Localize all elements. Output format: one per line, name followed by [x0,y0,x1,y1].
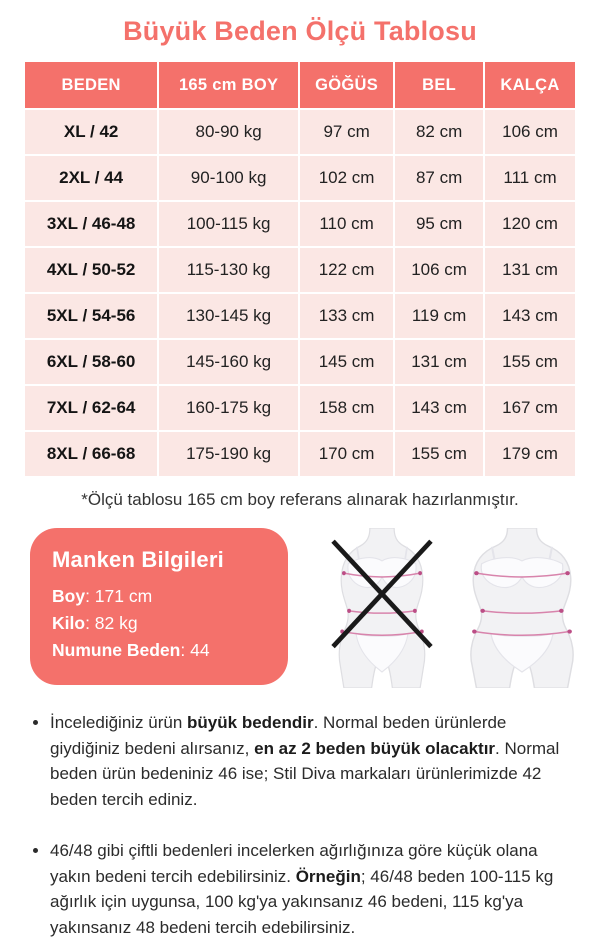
model-info-value: : 44 [180,639,210,660]
measure-cell: 102 cm [300,156,393,200]
size-table-body [25,110,575,476]
model-section [0,510,600,688]
table-row [25,294,575,338]
measure-cell: 90-100 kg [159,156,298,200]
figures-group [322,528,582,688]
measure-cell: 145 cm [300,340,393,384]
measure-cell: 106 cm [395,248,483,292]
size-cell: 8XL / 66-68 [25,432,157,476]
measure-cell: 170 cm [300,432,393,476]
table-row [25,432,575,476]
measure-cell: 122 cm [300,248,393,292]
measure-cell: 145-160 kg [159,340,298,384]
table-row [25,156,575,200]
column-header: BEDEN [25,62,157,108]
measure-cell: 95 cm [395,202,483,246]
measure-cell: 120 cm [485,202,575,246]
info-bullets [30,710,574,940]
size-cell: XL / 42 [25,110,157,154]
model-info-value: : 82 kg [85,612,138,633]
size-cell: 3XL / 46-48 [25,202,157,246]
measure-cell: 133 cm [300,294,393,338]
slim-figure-crossed [322,528,442,688]
measure-cell: 131 cm [485,248,575,292]
column-header: GÖĞÜS [300,62,393,108]
plus-body-silhouette-icon [462,528,582,688]
bullet-item: • 46/48 gibi çiftli bedenleri incelerken ağırlığınıza göre küçük olana yakın bedeni tercih edebilirsiniz. Örneğin; 46/48 beden 100-115 kg ağırlık için uygunsa, 100 kg'ya yakınsanız 46 bedeni, 115 kg'ya yakınsanız 48 bedeni tercih edebilirsiniz. [50,838,574,940]
measure-cell: 179 cm [485,432,575,476]
measure-cell: 80-90 kg [159,110,298,154]
model-info-line [52,637,266,664]
measure-cell: 158 cm [300,386,393,430]
measure-cell: 130-145 kg [159,294,298,338]
measure-cell: 167 cm [485,386,575,430]
plus-size-figure [462,528,582,688]
table-row [25,386,575,430]
size-cell: 6XL / 58-60 [25,340,157,384]
model-info-line [52,610,266,637]
measure-cell: 110 cm [300,202,393,246]
size-cell: 4XL / 50-52 [25,248,157,292]
model-info-label: Kilo [52,612,86,633]
page-title: Büyük Beden Ölçü Tablosu [123,16,477,46]
measure-cell: 97 cm [300,110,393,154]
table-row [25,248,575,292]
measure-cell: 82 cm [395,110,483,154]
measure-cell: 143 cm [485,294,575,338]
size-cell: 7XL / 62-64 [25,386,157,430]
size-cell: 5XL / 54-56 [25,294,157,338]
column-header: 165 cm BOY [159,62,298,108]
measure-cell: 155 cm [485,340,575,384]
table-row [25,110,575,154]
size-table [23,60,577,478]
column-header: BEL [395,62,483,108]
measure-cell: 106 cm [485,110,575,154]
measure-cell: 87 cm [395,156,483,200]
table-footnote: *Ölçü tablosu 165 cm boy referans alınarak hazırlanmıştır. [81,490,519,509]
model-info-card [30,528,288,685]
slim-body-silhouette-icon [322,528,442,688]
measure-cell: 111 cm [485,156,575,200]
size-cell: 2XL / 44 [25,156,157,200]
model-info-line [52,583,266,610]
measure-cell: 143 cm [395,386,483,430]
measure-cell: 160-175 kg [159,386,298,430]
column-header: KALÇA [485,62,575,108]
measure-cell: 115-130 kg [159,248,298,292]
measure-cell: 131 cm [395,340,483,384]
measure-cell: 100-115 kg [159,202,298,246]
table-header-row [25,62,575,108]
bullet-item: • İncelediğiniz ürün büyük bedendir. Normal beden ürünlerde giydiğiniz bedeni alırsanız, en az 2 beden büyük olacaktır. Normal beden ürün bedeniniz 46 ise; Stil Diva markaları ürünlerimizde 42 beden tercih ediniz. [50,710,574,812]
measure-cell: 119 cm [395,294,483,338]
measure-cell: 175-190 kg [159,432,298,476]
model-info-label: Boy [52,585,86,606]
model-info-label: Numune Beden [52,639,181,660]
model-info-value: : 171 cm [85,585,153,606]
model-info-lines [52,583,266,664]
model-info-title: Manken Bilgileri [52,546,224,572]
table-row [25,202,575,246]
table-row [25,340,575,384]
measure-cell: 155 cm [395,432,483,476]
